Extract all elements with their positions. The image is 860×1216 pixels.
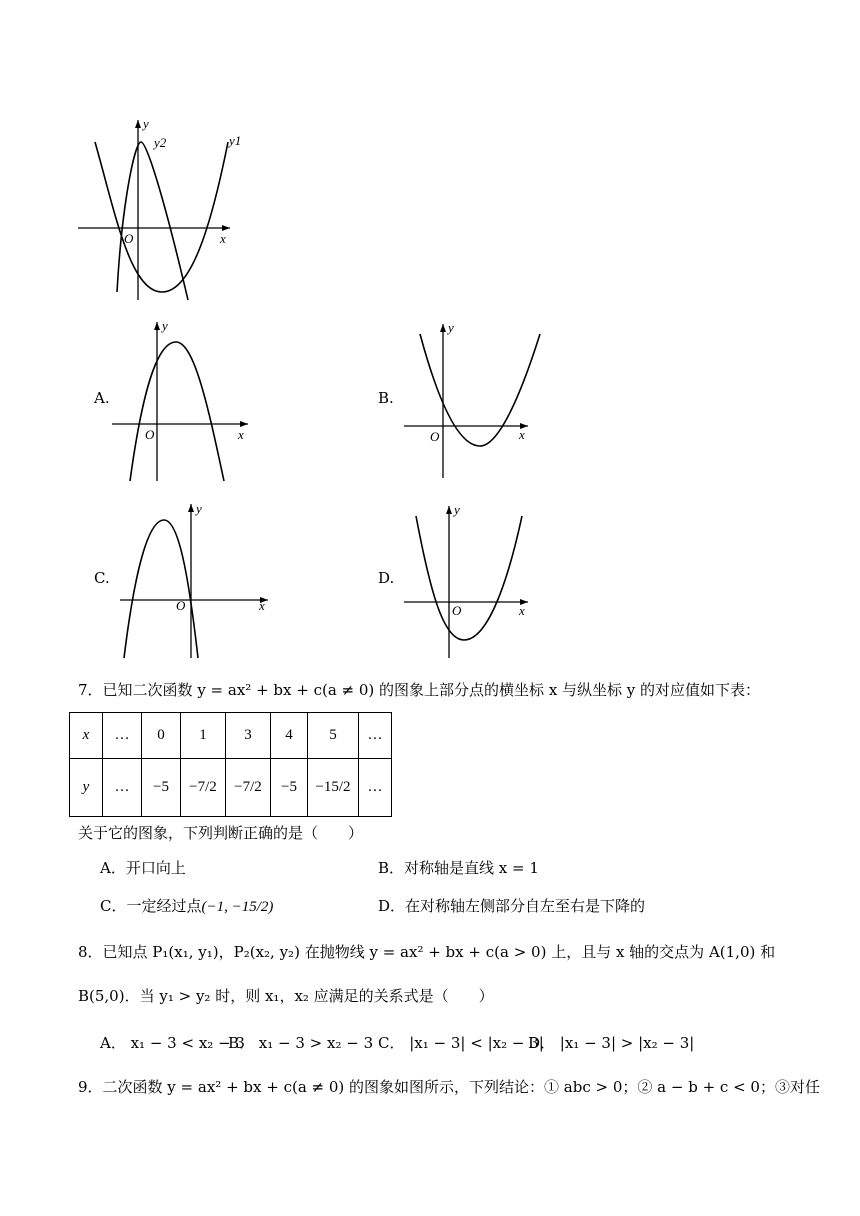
q8-option-a[interactable]: A． x₁ − 3 < x₂ − 3 (100, 1034, 245, 1052)
row-label-x: x (70, 713, 103, 759)
option-d-label: D. (378, 569, 395, 587)
y-axis-arrow (135, 120, 141, 128)
option-c-graph (118, 500, 278, 660)
main-figure (70, 112, 260, 307)
svg-text:x: x (519, 427, 525, 442)
row-label-y: y (70, 759, 103, 817)
x-axis-label: x (220, 231, 226, 246)
q7-option-c[interactable]: C．一定经过点(−1, −15/2) (100, 897, 274, 915)
svg-text:x: x (238, 427, 244, 442)
q8-option-c[interactable]: C． |x₁ − 3| < |x₂ − 3| (378, 1034, 544, 1052)
curve-y1 (95, 142, 228, 292)
q8-line1: 8．已知点 P₁(x₁, y₁)，P₂(x₂, y₂) 在抛物线 y = ax² + bx + c(a > 0) 上，且与 x 轴的交点为 A(1,0) 和 (78, 943, 776, 961)
parabola-d (416, 516, 522, 640)
svg-text:O: O (430, 429, 440, 444)
table-row-x: x … 0 1 3 4 5 … (70, 713, 392, 759)
svg-text:x: x (519, 603, 525, 618)
option-a-label: A. (94, 389, 110, 407)
svg-text:y: y (162, 318, 168, 333)
y2-label: y2 (154, 135, 167, 150)
origin-label: O (124, 231, 134, 246)
parabola-c (124, 520, 198, 658)
option-c-label: C. (94, 569, 110, 587)
svg-text:y: y (454, 502, 460, 517)
parabola-a (130, 342, 224, 481)
q7-stem: 7．已知二次函数 y = ax² + bx + c(a ≠ 0) 的图象上部分点的横坐标 x 与纵坐标 y 的对应值如下表： (78, 681, 761, 699)
option-b-graph (398, 318, 548, 483)
svg-text:y: y (448, 320, 454, 335)
q7-option-a[interactable]: A．开口向上 (100, 859, 186, 877)
svg-text:x: x (259, 598, 265, 613)
svg-text:y: y (196, 501, 202, 516)
curve-y2 (117, 142, 188, 300)
option-b-label: B. (378, 389, 394, 407)
q8-option-b[interactable]: B． x₁ − 3 > x₂ − 3 (228, 1034, 374, 1052)
q7-value-table (69, 712, 392, 817)
y1-label: y1 (229, 133, 242, 148)
q7-prompt: 关于它的图象，下列判断正确的是（ ） (78, 824, 364, 842)
q7-option-b[interactable]: B．对称轴是直线 x = 1 (378, 859, 539, 877)
option-a-graph (108, 316, 258, 486)
option-d-graph (398, 500, 548, 662)
svg-text:O: O (145, 427, 155, 442)
table-row-y: y … −5 −7/2 −7/2 −5 −15/2 … (70, 759, 392, 817)
svg-text:O: O (452, 603, 462, 618)
q9-line1: 9．二次函数 y = ax² + bx + c(a ≠ 0) 的图象如图所示，下列结论：① abc > 0；② a − b + c < 0；③对任 (78, 1078, 820, 1096)
q8-line2: B(5,0)．当 y₁ > y₂ 时，则 x₁，x₂ 应满足的关系式是（ ） (78, 987, 494, 1005)
q7-option-d[interactable]: D．在对称轴左侧部分自左至右是下降的 (378, 897, 646, 915)
svg-text:O: O (176, 598, 186, 613)
y-axis-label: y (143, 116, 149, 131)
q8-option-d[interactable]: D． |x₁ − 3| > |x₂ − 3| (528, 1034, 695, 1052)
